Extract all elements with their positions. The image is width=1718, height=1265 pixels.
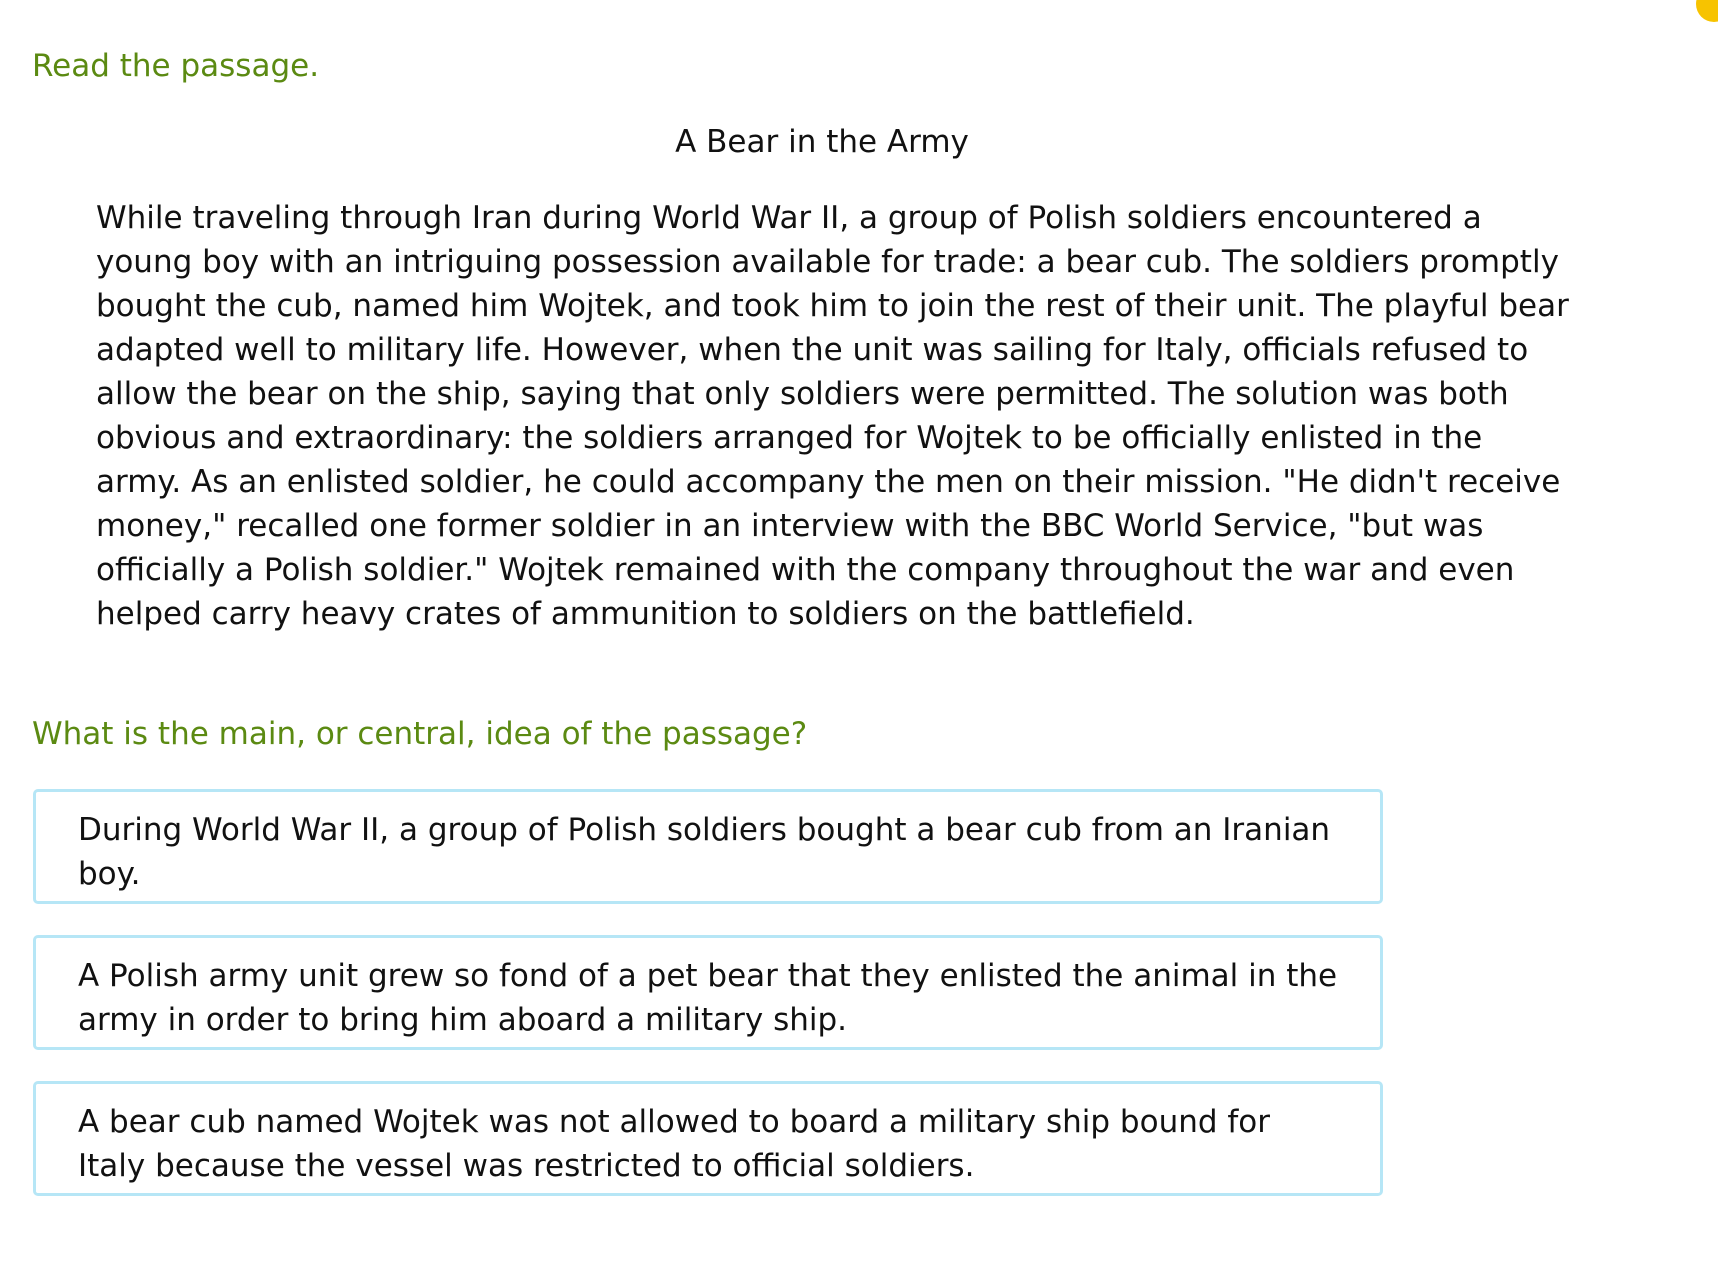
status-indicator-dot xyxy=(1696,0,1718,22)
passage-title: A Bear in the Army xyxy=(675,124,969,160)
answer-choice-2[interactable]: A Polish army unit grew so fond of a pet bear that they enlisted the animal in the army in order to bring him aboard a military ship. xyxy=(33,935,1383,1050)
answer-choice-3[interactable]: A bear cub named Wojtek was not allowed to board a military ship bound for Italy because the vessel was restricted to official soldiers. xyxy=(33,1081,1383,1196)
passage-body: While traveling through Iran during World War II, a group of Polish soldiers encountered a young boy with an intriguing possession available for trade: a bear cub. The soldiers promptly bought the cub, named him Wojtek, and took him to join the rest of their unit. The playful bear adapted well to military life. However, when the unit was sailing for Italy, officials refused to allow the bear on the ship, saying that only soldiers were permitted. The solution was both obvious and extraordinary: the soldiers arranged for Wojtek to be officially enlisted in the army. As an enlisted soldier, he could accompany the men on their mission. "He didn't receive money," recalled one former soldier in an interview with the BBC World Service, "but was officially a Polish soldier." Wojtek remained with the company throughout the war and even helped carry heavy crates of ammunition to soldiers on the battlefield. xyxy=(96,200,1569,632)
answer-choices xyxy=(33,789,1383,1227)
question-prompt: What is the main, or central, idea of the passage? xyxy=(32,716,808,752)
answer-choice-1[interactable]: During World War II, a group of Polish soldiers bought a bear cub from an Iranian boy. xyxy=(33,789,1383,904)
instruction-text: Read the passage. xyxy=(32,48,320,84)
